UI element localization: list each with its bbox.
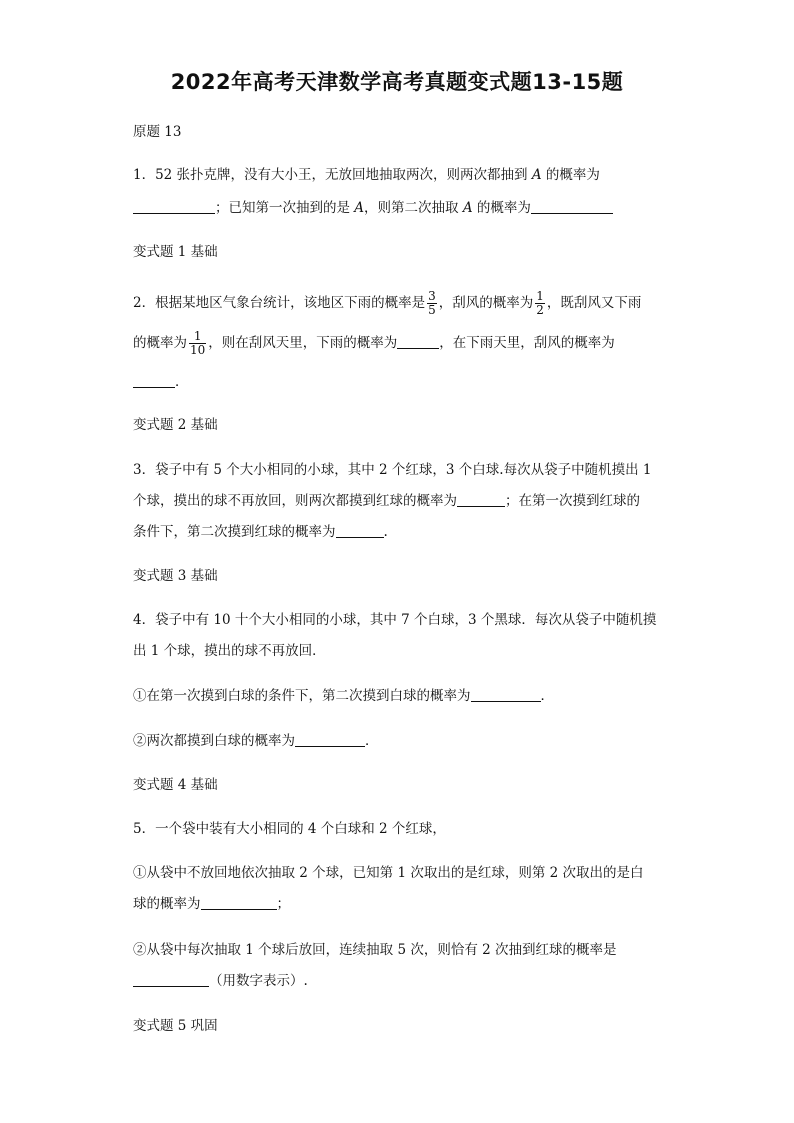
question-2-line-2: 的概率为 $\frac{1}{10}$ ，则在刮风天里，下雨的概率为 ，在下雨天里，刮风的概率为 [133, 329, 615, 357]
question-2-line-3: ． [133, 372, 189, 392]
section-heading: 变式题 5 巩固 [133, 1018, 218, 1034]
section-heading: 变式题 4 基础 [133, 777, 218, 793]
question-3-line-3: 条件下，第二次摸到红球的概率为 . [133, 524, 388, 540]
question-4-line-4: ②两次都摸到白球的概率为 ． [133, 733, 379, 749]
fraction: $\frac{3}{5}$ [428, 289, 436, 317]
question-1-line-2: ；已知第一次抽到的是 A，则第二次抽取 A 的概率为 [133, 198, 613, 218]
answer-blank [397, 334, 439, 349]
fraction: $\frac{1}{2}$ [536, 289, 544, 317]
question-5-line-2: ①从袋中不放回地依次抽取 2 个球，已知第 1 次取出的是红球，则第 2 次取出的是白 [133, 865, 644, 881]
question-5-line-3: 球的概率为 ； [133, 896, 290, 912]
question-1-line-1: 1．52 张扑克牌，没有大小王，无放回地抽取两次，则两次都抽到 A 的概率为 [133, 167, 600, 183]
question-5-line-5: （用数字表示）. [133, 971, 308, 991]
question-5-line-4: ②从袋中每次抽取 1 个球后放回，连续抽取 5 次，则恰有 2 次抽到红球的概率是 [133, 942, 617, 958]
answer-blank [457, 492, 505, 507]
question-3-line-1: 3．袋子中有 5 个大小相同的小球，其中 2 个红球，3 个白球.每次从袋子中随机摸出 1 [133, 462, 652, 478]
question-3-line-2: 个球，摸出的球不再放回，则两次都摸到红球的概率为 ；在第一次摸到红球的 [133, 493, 640, 509]
answer-blank [201, 895, 277, 910]
fraction: $\frac{1}{10}$ [190, 329, 206, 357]
answer-blank [133, 373, 175, 388]
question-4-line-3: ①在第一次摸到白球的条件下，第二次摸到白球的概率为 ． [133, 688, 554, 704]
question-4-line-1: 4．袋子中有 10 十个大小相同的小球，其中 7 个白球，3 个黑球．每次从袋子中随机摸 [133, 612, 657, 628]
section-heading: 原题 13 [133, 124, 182, 140]
answer-blank [133, 972, 209, 987]
answer-blank [531, 199, 613, 214]
answer-blank [336, 523, 384, 538]
question-5-line-1: 5．一个袋中装有大小相同的 4 个白球和 2 个红球， [133, 821, 446, 837]
section-heading: 变式题 1 基础 [133, 244, 218, 260]
section-heading: 变式题 2 基础 [133, 417, 218, 433]
section-heading: 变式题 3 基础 [133, 568, 218, 584]
answer-blank [295, 732, 365, 747]
question-2-line-1: 2．根据某地区气象台统计，该地区下雨的概率是 $\frac{3}{5}$ ，刮风的概率为 $\frac{1}{2}$ ，既刮风又下雨 [133, 289, 642, 317]
answer-blank [133, 199, 215, 214]
page-title: 2022年高考天津数学高考真题变式题13-15题 [170, 70, 624, 94]
question-4-line-2: 出 1 个球，摸出的球不再放回． [133, 643, 326, 659]
answer-blank [471, 687, 541, 702]
